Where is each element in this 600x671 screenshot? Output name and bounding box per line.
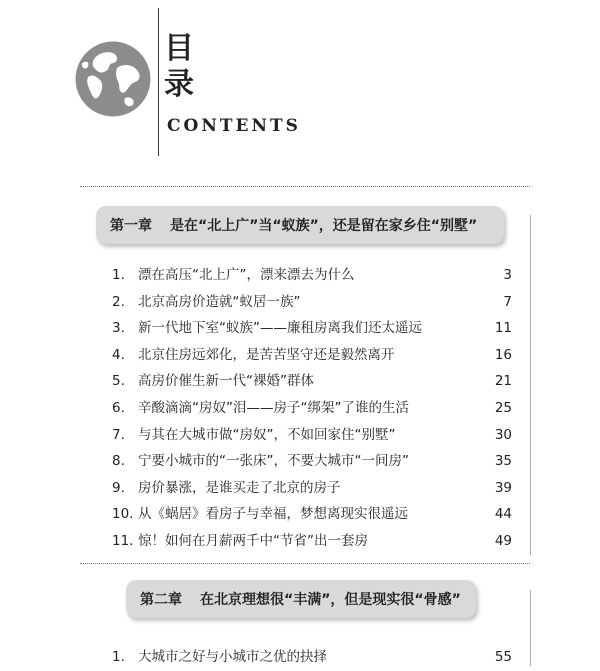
dotted-divider-top (80, 186, 530, 187)
toc-entry[interactable] (112, 528, 512, 555)
toc-entry[interactable] (112, 262, 512, 289)
chapter-heading-2[interactable] (126, 580, 476, 618)
entry-title: 房价暴涨，是谁买走了北京的房子 (138, 479, 341, 496)
entry-title: 北京住房远郊化，是苦苦坚守还是毅然离开 (138, 346, 395, 363)
entry-page: 35 (494, 453, 512, 470)
entry-page: 49 (494, 532, 512, 549)
entry-title: 从《蜗居》看房子与幸福，梦想离现实很遥远 (138, 506, 408, 523)
entry-title: 北京高房价造就“蚁居一族” (138, 293, 301, 310)
toc-entry[interactable] (112, 422, 512, 449)
header-divider (158, 8, 159, 156)
entry-page: 3 (503, 267, 512, 283)
entry-title: 辛酸滴滴“房奴”泪——房子“绑架”了谁的生活 (138, 399, 409, 416)
entry-page: 30 (494, 426, 512, 443)
toc-entry[interactable] (112, 448, 512, 475)
entry-page: 39 (494, 479, 512, 496)
entry-page: 7 (503, 293, 512, 310)
entry-number: 7. (112, 426, 125, 443)
toc-list-chapter-1 (112, 262, 512, 555)
toc-entry[interactable] (112, 368, 512, 395)
entry-title: 宁要小城市的“一张床”，不要大城市“一间房” (138, 453, 409, 470)
dotted-divider-middle (80, 563, 530, 564)
side-rule-chapter-2 (530, 590, 531, 666)
entry-number: 8. (112, 453, 125, 470)
entry-number: 4. (112, 346, 125, 363)
entry-title: 高房价催生新一代“裸婚”群体 (138, 373, 314, 390)
entry-title: 大城市之好与小城市之优的抉择 (138, 649, 327, 665)
toc-list-chapter-2 (112, 644, 512, 671)
toc-entry[interactable] (112, 501, 512, 528)
entry-page: 21 (494, 373, 512, 390)
toc-entry[interactable] (112, 475, 512, 502)
page-title-char-2: 录 (164, 67, 194, 102)
entry-number: 3. (112, 320, 125, 337)
entry-title: 漂在高压“北上广”，漂来漂去为什么 (138, 267, 355, 283)
entry-page: 55 (494, 649, 512, 665)
toc-entry[interactable] (112, 644, 512, 671)
entry-number: 11. (112, 532, 134, 549)
entry-number: 5. (112, 373, 125, 390)
entry-number: 9. (112, 479, 125, 496)
toc-entry[interactable] (112, 395, 512, 422)
entry-page: 25 (494, 399, 512, 416)
side-rule-chapter-1 (530, 215, 531, 555)
chapter-title: 在北京理想很“丰满”，但是现实很“骨感” (200, 592, 461, 608)
entry-number: 10. (112, 506, 134, 523)
chapter-label: 第二章 (140, 592, 182, 608)
globe-icon (74, 40, 152, 118)
chapter-title: 是在“北上广”当“蚁族”，还是留在家乡住“别墅” (170, 218, 478, 234)
page-title-char-1: 目 (164, 31, 194, 66)
toc-entry[interactable] (112, 342, 512, 369)
entry-page: 11 (494, 320, 512, 337)
toc-entry[interactable] (112, 289, 512, 316)
entry-number: 1. (112, 267, 125, 283)
entry-number: 2. (112, 293, 125, 310)
entry-title: 与其在大城市做“房奴”，不如回家住“别墅” (138, 426, 396, 443)
entry-title: 新一代地下室“蚁族”——廉租房离我们还太遥远 (138, 320, 422, 337)
entry-title: 惊！如何在月薪两千中“节省”出一套房 (138, 532, 368, 549)
entry-number: 1. (112, 649, 125, 665)
entry-page: 44 (494, 506, 512, 523)
entry-number: 6. (112, 399, 125, 416)
entry-page: 16 (494, 346, 512, 363)
toc-entry[interactable] (112, 315, 512, 342)
chapter-label: 第一章 (110, 218, 152, 234)
chapter-heading-1[interactable] (96, 206, 504, 244)
page-subtitle: CONTENTS (167, 116, 301, 136)
